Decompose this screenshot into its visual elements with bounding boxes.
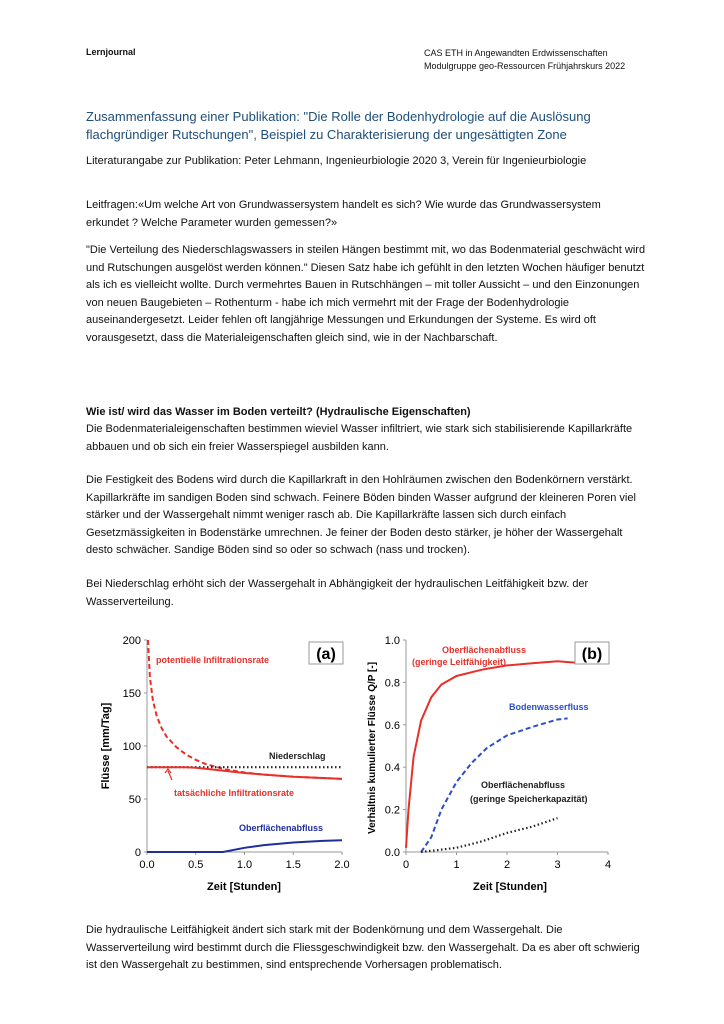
document-title: Zusammenfassung einer Publikation: "Die Rolle der Bodenhydrologie auf die Auslösung flachgründiger Rutschungen", Beispiel zu Charakterisierung der ungesättigten Zone xyxy=(86,109,591,142)
ytick-label: 0.2 xyxy=(384,804,400,817)
section-paragraph-1: Die Bodenmaterialeigenschaften bestimmen wieviel Wasser infiltriert, wie stark sich stabilisierende Kapillarkräfte abbauen und ob sich ein freier Wasserspiegel ausbilden kann. xyxy=(86,423,633,453)
section-paragraph-2: Die Festigkeit des Bodens wird durch die Kapillarkraft in den Hohlräumen zwischen den Bodenkörnern verstärkt. Kapillarkräfte im sandigen Boden sind schwach. Feinere Böden binden Wasser aufgrund der kleineren Poren viel stärker und der Wassergehalt nimmt weniger rasch ab. Die Kapillarkräfte lassen sich durch einfach Gesetzmässigkeiten in Bodenstärke umrechnen. Je feiner der Boden desto stärker, je höher der Wassergehalt desto schwächer. Sandige Böden sind so oder so schwach (nass und trocken). xyxy=(86,474,636,556)
label-oberflaechenabfluss: Oberflächenabfluss xyxy=(239,823,324,833)
ytick-label: 0.4 xyxy=(384,762,400,775)
ytick-label: 100 xyxy=(122,741,141,753)
ytick-label: 50 xyxy=(128,794,141,806)
label-bodenwasserfluss: Bodenwasserfluss xyxy=(509,702,589,712)
panel-b-ylabel: Verhältnis kumulierter Flüsse Q/P [-] xyxy=(367,661,378,835)
label-potentielle-infiltrationsrate: potentielle Infiltrationsrate xyxy=(156,655,270,665)
figure-hydraulic-fluxes xyxy=(96,628,626,898)
xtick-label: 3 xyxy=(554,859,561,871)
xtick-label: 0.0 xyxy=(139,859,155,871)
panel-a-xlabel: Zeit [Stunden] xyxy=(207,881,281,893)
ytick-label: 200 xyxy=(122,635,141,647)
header-right-line2: Modulgruppe geo-Ressourcen Frühjahrskurs 2022 xyxy=(424,61,626,71)
ytick-label: 150 xyxy=(122,688,141,700)
literature-reference: Literaturangabe zur Publikation: Peter Lehmann, Ingenieurbiologie 2020 3, Verein für Ingenieurbiologie xyxy=(86,155,587,167)
xtick-label: 2 xyxy=(503,859,511,871)
series-line-a-2 xyxy=(147,767,342,779)
ytick-label: 0 xyxy=(134,847,141,859)
series-line-a-3 xyxy=(147,840,342,852)
label-niederschlag: Niederschlag xyxy=(269,751,326,761)
header-left: Lernjournal xyxy=(86,47,136,57)
xtick-label: 0 xyxy=(402,859,410,871)
label-oberflaechenabfluss-leitfaehigkeit: Oberflächenabfluss (geringe Leitfähigkeit) xyxy=(412,645,527,667)
section-heading: Wie ist/ wird das Wasser im Boden verteilt? (Hydraulische Eigenschaften) xyxy=(86,406,471,418)
panel-a-label: (a) xyxy=(316,646,336,663)
xtick-label: 1.5 xyxy=(285,859,301,871)
header-right xyxy=(424,47,625,73)
xtick-label: 1.0 xyxy=(236,859,253,871)
xtick-label: 2.0 xyxy=(334,859,350,871)
ytick-label: 0.8 xyxy=(384,677,400,690)
header-right-line1: CAS ETH in Angewandten Erdwissenschaften xyxy=(424,48,608,58)
chart-panel-b xyxy=(367,635,611,893)
section-paragraph-3: Bei Niederschlag erhöht sich der Wassergehalt in Abhängigkeit der hydraulischen Leitfähigkeit bzw. der Wasserverteilung. xyxy=(86,578,589,608)
xtick-label: 4 xyxy=(604,859,612,871)
ytick-label: 0.0 xyxy=(384,847,400,859)
guiding-questions: Leitfragen:«Um welche Art von Grundwassersystem handelt es sich? Wie wurde das Grundwassersystem erkundet ? Welche Parameter wurden gemessen?» xyxy=(86,199,601,229)
series-line-b-2 xyxy=(421,818,557,852)
panel-b-label: (b) xyxy=(581,646,603,663)
label-tatsaechliche-infiltrationsrate: tatsächliche Infiltrationsrate xyxy=(174,788,295,798)
xtick-label: 0.5 xyxy=(188,859,204,871)
ytick-label: 1.0 xyxy=(384,635,400,647)
panel-b-xlabel: Zeit [Stunden] xyxy=(473,881,547,893)
footer-paragraph: Die hydraulische Leitfähigkeit ändert sich stark mit der Bodenkörnung und dem Wassergehalt. Die Wasserverteilung wird bestimmt durch die Fliessgeschwindigkeit bzw. den Wassergehalt. Da es aber oft schwierig ist den Wassergehalt zu bestimmen, sind entsprechende Vorhersagen problematisch. xyxy=(86,924,640,971)
series-line-b-0 xyxy=(406,661,603,848)
panel-a-ylabel: Flüsse [mm/Tag] xyxy=(100,702,112,790)
chart-panel-a xyxy=(100,635,350,893)
ytick-label: 0.6 xyxy=(384,719,400,732)
xtick-label: 1 xyxy=(453,859,460,871)
label-oberflaechenabfluss-speicher: Oberflächenabfluss (geringe Speicherkapazität) xyxy=(470,780,588,804)
intro-paragraph: "Die Verteilung des Niederschlagswassers in steilen Hängen bestimmt mit, wo das Bodenmaterial geschwächt wird und Rutschungen ausgelöst werden können." Diesen Satz habe ich gefühlt in den letzten Wochen häufiger benutzt als ich es vielleicht wollte. Durch vermehrtes Bauen in Rutschhängen – mit toller Aussicht – und den Einzonungen von neuen Baugebieten – Rothenturm - habe ich mich vermehrt mit der Frage der Bodenhydrologie auseinandergesetzt. Leider fehlen oft langjährige Messungen und Erkundungen der Systeme. Es wird oft vorausgesetzt, dass die Materialeigenschaften gleich sind, wie in der Nachbarschaft. xyxy=(86,244,646,344)
